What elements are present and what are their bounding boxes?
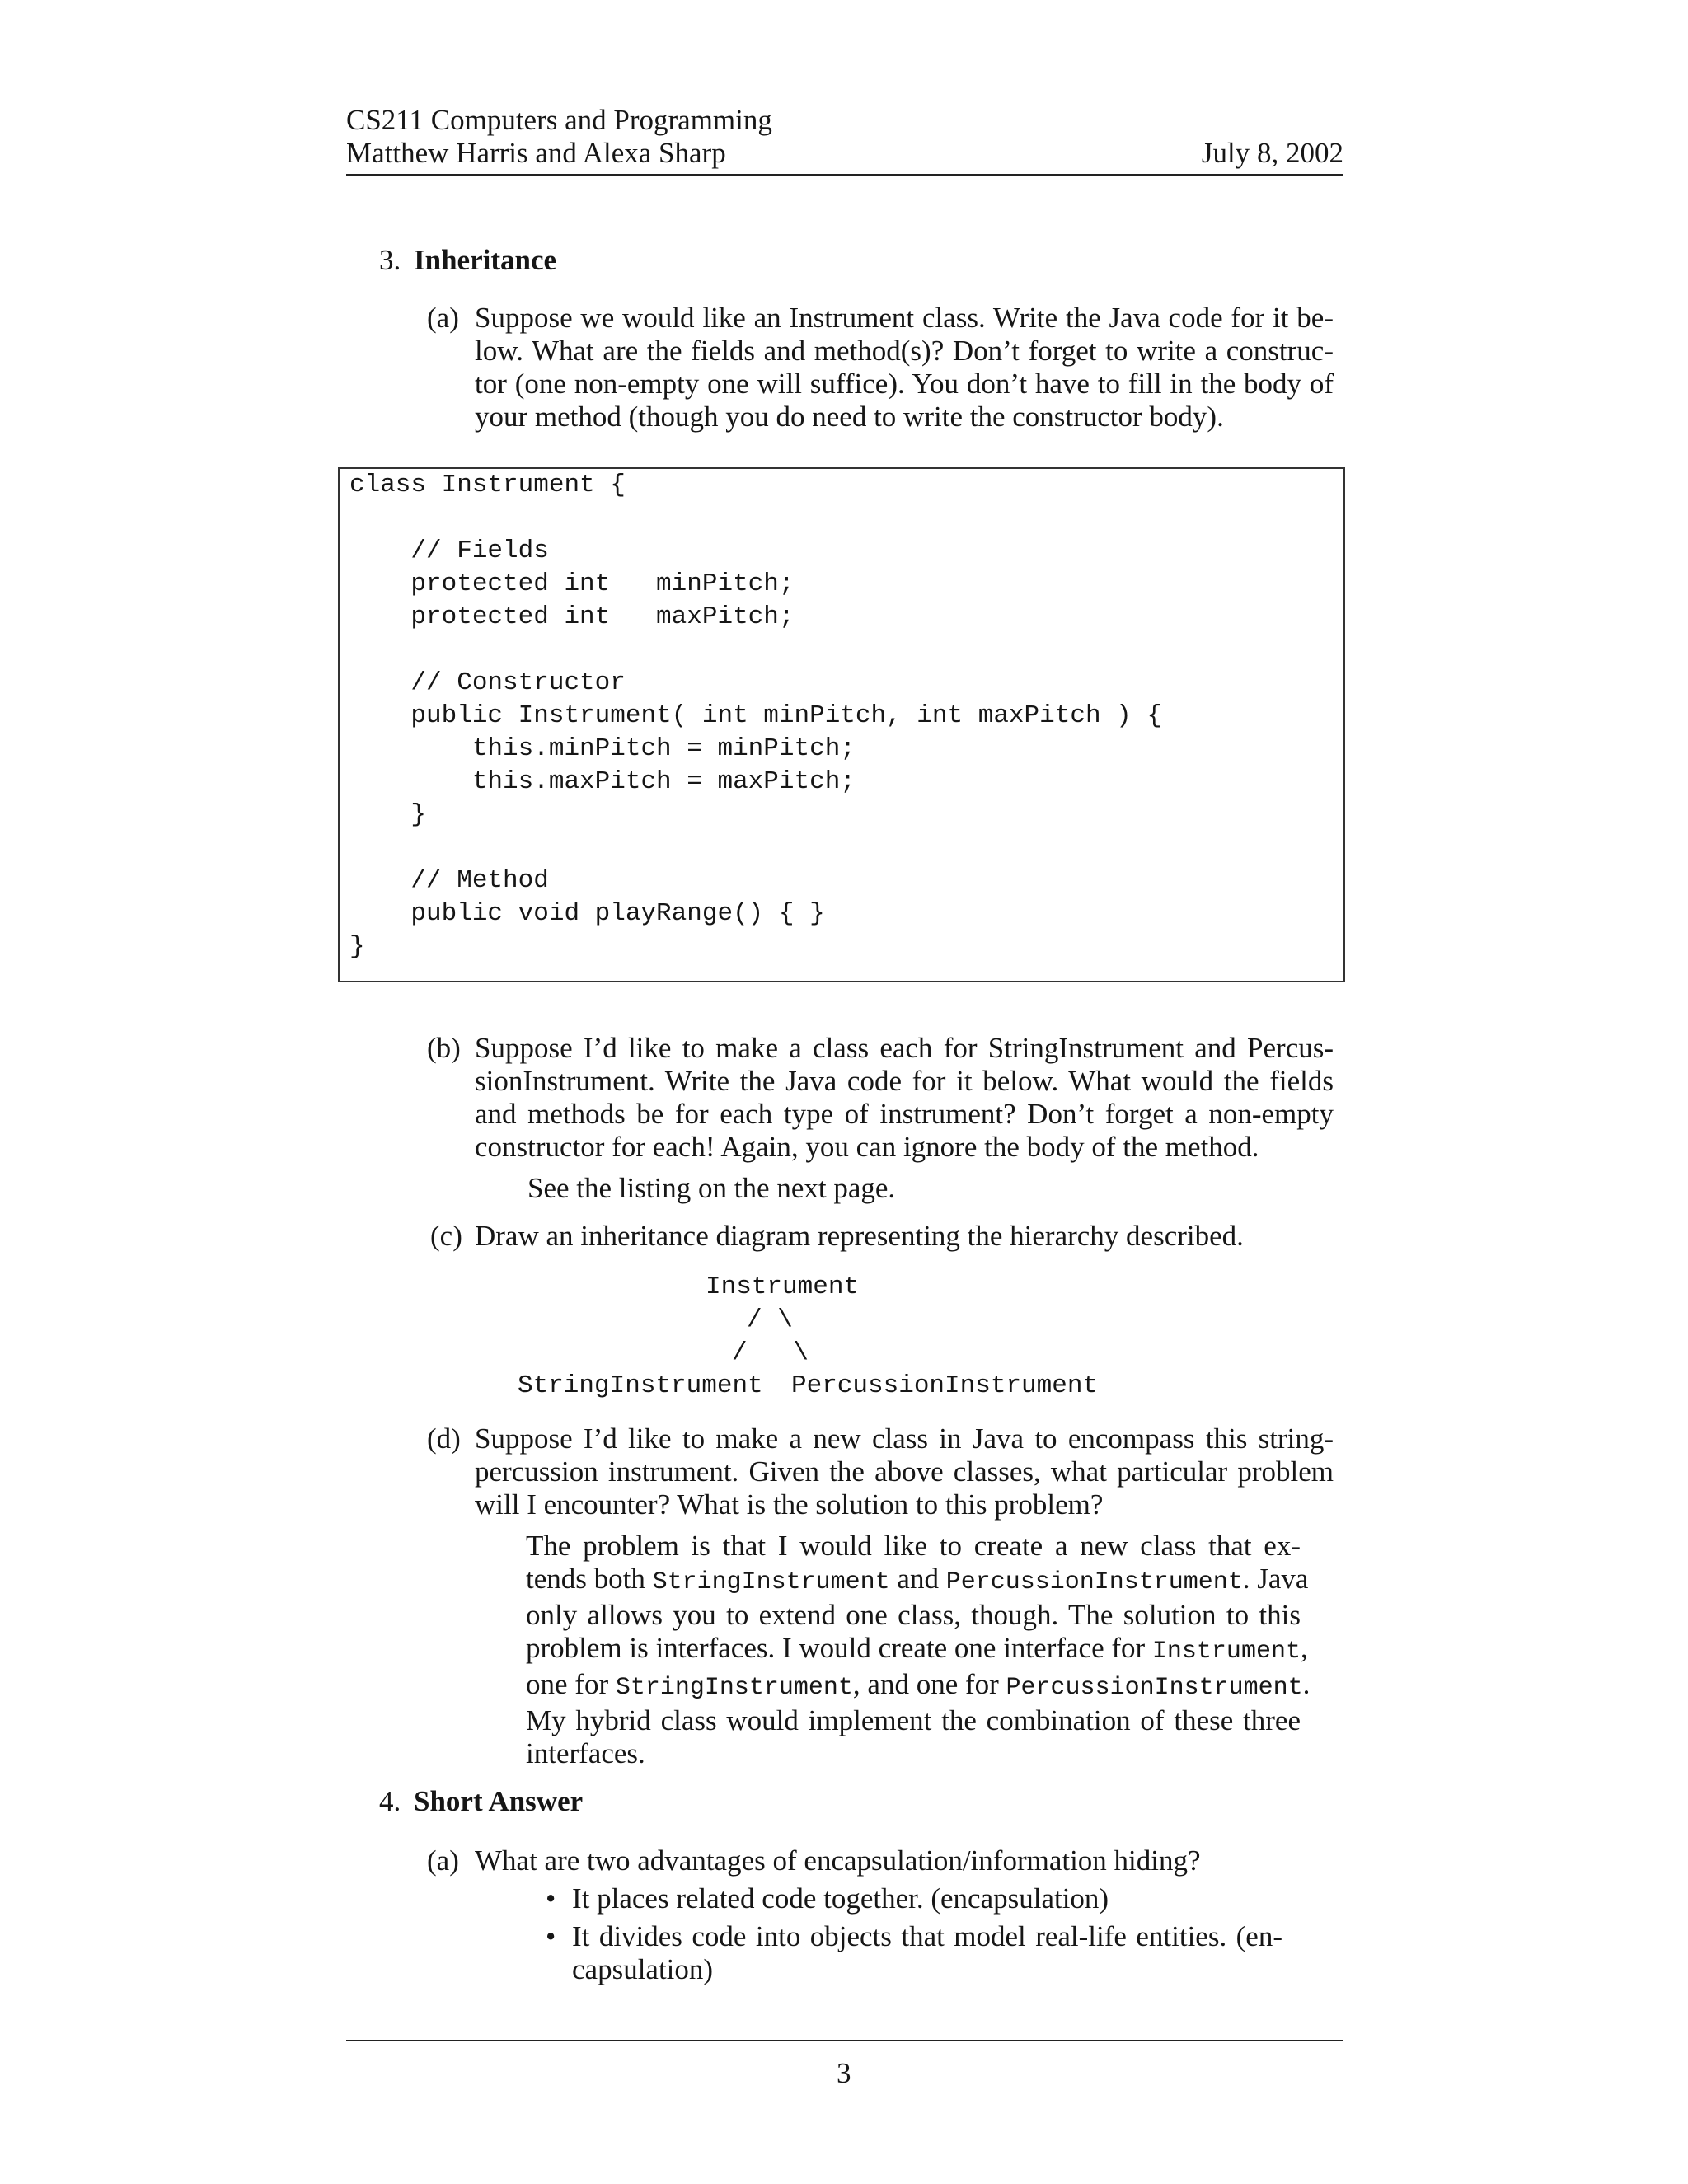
answer-text: . [1302,1668,1311,1700]
code-line: } [349,800,427,829]
q3d-line: percussion instrument. Given the above classes, what particular problem [475,1455,1334,1488]
diagram-node-percussion-instrument: PercussionInstrument [791,1371,1099,1400]
q3d-line: Suppose I’d like to make a new class in Java to encompass this string- [475,1422,1334,1455]
bullet-line: capsulation) [572,1953,714,1985]
q3a-line: Suppose we would like an Instrument class. Write the Java code for it be- [475,302,1334,334]
q3a-line: your method (though you do need to write the constructor body). [475,401,1224,433]
code-term: Instrument [1151,1638,1301,1666]
diagram-node-string-instrument: StringInstrument [518,1371,763,1400]
code-line: protected int maxPitch; [349,602,795,631]
q3a-line: low. What are the fields and method(s)? Don’t forget to write a construc- [475,335,1334,367]
answer-line: The problem is that I would like to create a new class that ex- [526,1530,1301,1562]
q3d-line: will I encounter? What is the solution to this problem? [475,1488,1104,1521]
course-title: CS211 Computers and Programming [346,104,772,136]
answer-line: interfaces. [526,1737,645,1769]
q3a-line: tor (one non-empty one will suffice). You don’t have to fill in the body of [475,368,1334,400]
q3b-line: constructor for each! Again, you can ignore the body of the method. [475,1131,1259,1163]
answer-text: , [1300,1632,1308,1664]
bullet-marker: • [546,1920,556,1952]
q3d-text [475,1422,1334,1521]
answer-text: , and one for [852,1668,1006,1700]
answer-line [526,1668,1311,1704]
answer-text: . Java [1242,1563,1309,1595]
answer-text: problem is interfaces. I would create one interface for [526,1632,1152,1664]
code-term: StringInstrument [652,1568,890,1596]
code-listing-box [338,467,1345,982]
q3d-label: (d) [427,1422,461,1455]
code-line: // Method [349,866,549,895]
q3b-label: (b) [427,1032,461,1064]
q4a-label: (a) [427,1844,459,1877]
answer-text: tends both [526,1563,653,1595]
header-date: July 8, 2002 [1201,137,1343,169]
q4-number: 4. [379,1785,401,1817]
bullet-marker: • [546,1882,556,1915]
q3a-text [475,302,1334,434]
header-rule [346,174,1343,176]
code-term: PercussionInstrument [1006,1674,1303,1702]
code-line: protected int minPitch; [349,569,795,598]
q3b-answer: See the listing on the next page. [528,1172,896,1204]
q3-title: Inheritance [414,244,557,276]
answer-text: one for [526,1668,616,1700]
q3a-label: (a) [427,302,459,334]
code-line: // Fields [349,537,549,565]
q3c-label: (c) [430,1220,462,1252]
bullet-text: It places related code together. (encapsulation) [572,1882,1109,1915]
answer-text: and [889,1563,946,1595]
diagram-branch: / \ [732,1338,809,1367]
code-line: this.maxPitch = maxPitch; [349,767,856,796]
code-line: // Constructor [349,668,626,697]
code-line: public void playRange() { } [349,899,825,928]
q4-title: Short Answer [414,1785,584,1817]
code-term: StringInstrument [615,1674,853,1702]
q4a-text: What are two advantages of encapsulation/information hiding? [475,1844,1201,1877]
code-term: PercussionInstrument [945,1568,1243,1596]
authors: Matthew Harris and Alexa Sharp [346,137,726,169]
q3b-text [475,1032,1334,1164]
answer-line: only allows you to extend one class, though. The solution to this [526,1599,1301,1631]
page-number: 3 [837,2057,851,2089]
answer-line [526,1563,1309,1599]
q3b-line: sionInstrument. Write the Java code for it below. What would the fields [475,1065,1334,1097]
bullet-text [572,1920,1282,1986]
q3d-answer [526,1530,1311,1770]
answer-line: My hybrid class would implement the combination of these three [526,1704,1301,1736]
footer-rule [346,2040,1343,2041]
diagram-root-instrument: Instrument [706,1272,860,1301]
q3c-text: Draw an inheritance diagram representing the hierarchy described. [475,1220,1244,1252]
code-line: class Instrument { [349,471,626,499]
code-line: } [349,932,365,961]
q3b-line: Suppose I’d like to make a class each for StringInstrument and Percus- [475,1032,1334,1064]
bullet-line: It divides code into objects that model real-life entities. (en- [572,1920,1282,1952]
diagram-branch: / \ [747,1305,793,1334]
q3b-line: and methods be for each type of instrument? Don’t forget a non-empty [475,1098,1334,1130]
answer-line [526,1632,1308,1668]
code-line: public Instrument( int minPitch, int maxPitch ) { [349,701,1162,730]
q3-number: 3. [379,244,401,276]
code-line: this.minPitch = minPitch; [349,734,856,763]
